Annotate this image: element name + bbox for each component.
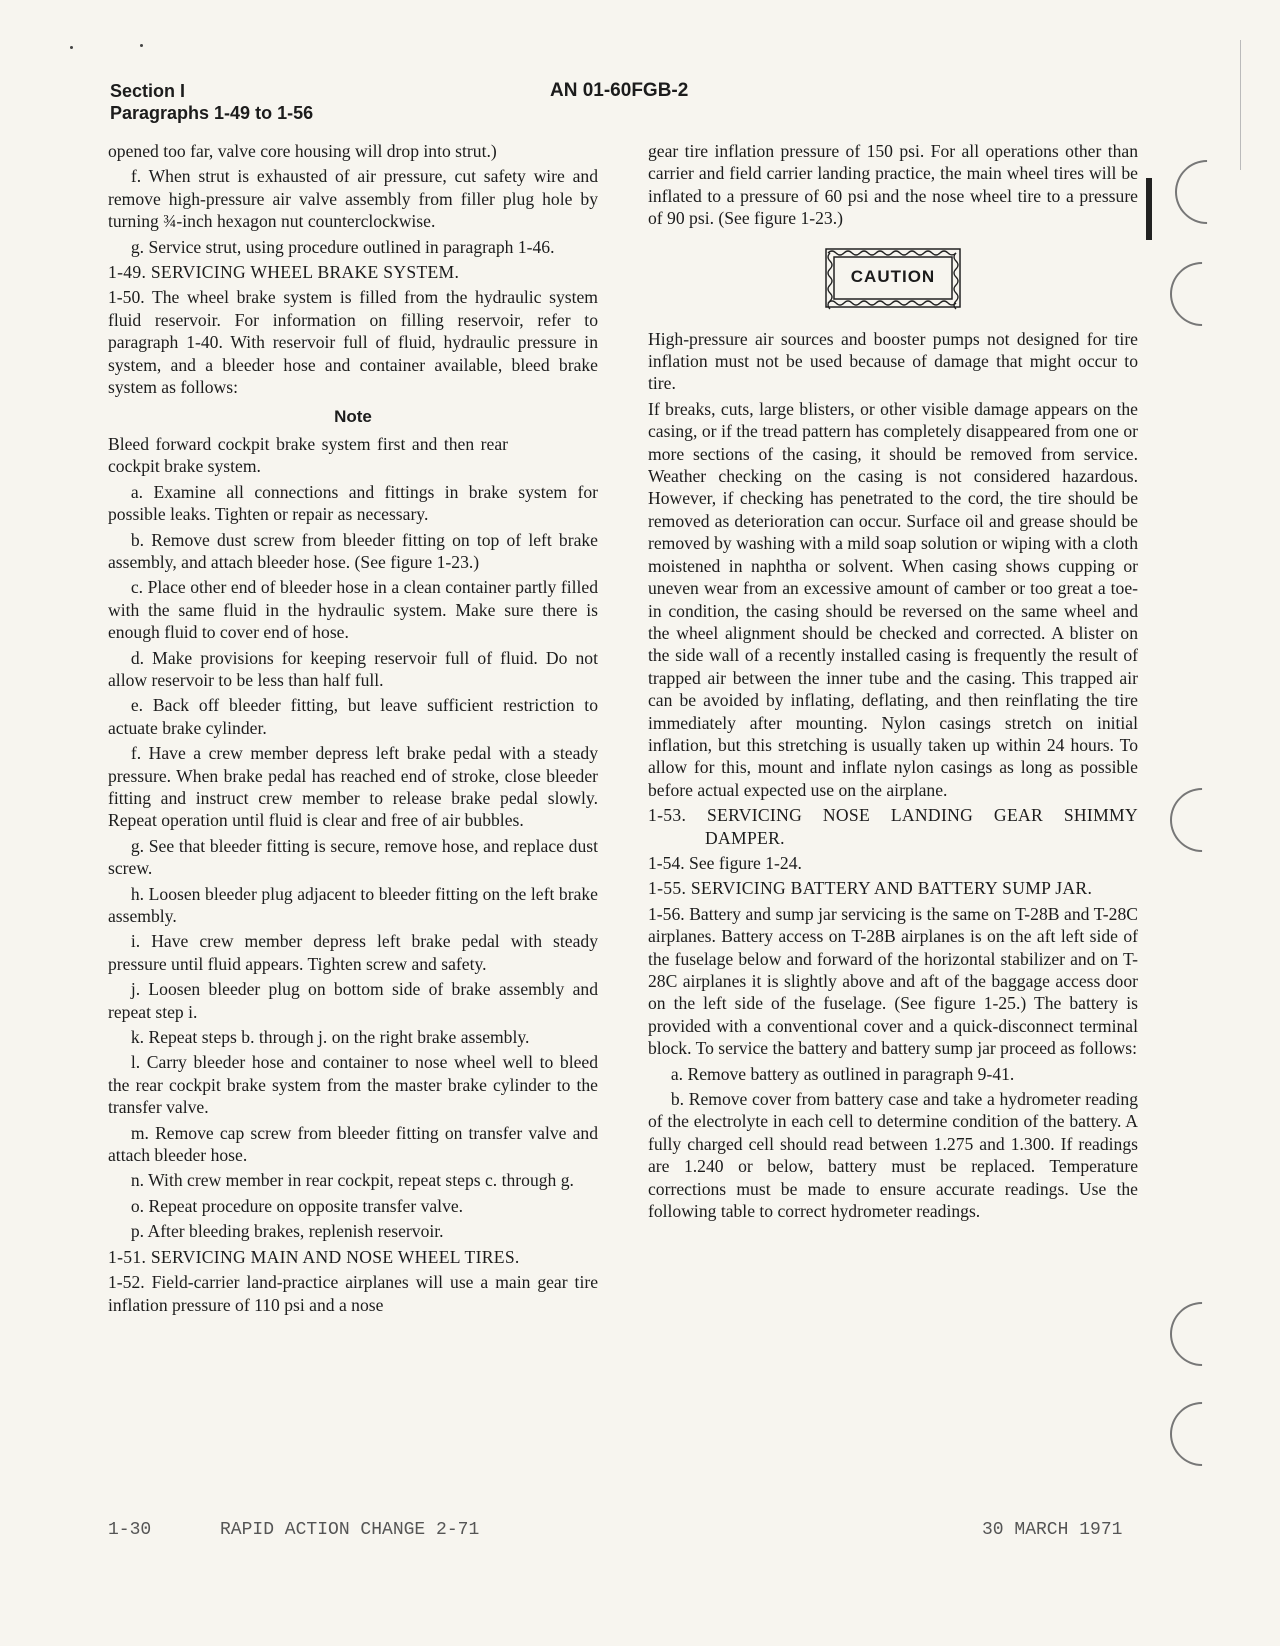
brake-step: e. Back off bleeder fitting, but leave sufficient restriction to actuate brake cylinder. [108, 695, 598, 738]
step-g-strut: g. Service strut, using procedure outlined in paragraph 1-46. [130, 236, 555, 257]
left-column [108, 140, 598, 1319]
paragraph-tire-damage: If breaks, cuts, large blisters, or other visible damage appears on the casing, or if the tread pattern has completely disappeared from one or more sections of the casing, it should be removed from service. Weather checking on the casing is not considered hazardous. However, if checking has penetrated to the cord, the tire should be removed as deterioration can occur. Surface oil and grease should be removed by washing with a mild soap solution or wiping with a cloth moistened in naphtha or solvent. When casing shows cupping or uneven wear from an excessive amount of camber or too great a toe-in condition, the casing should be reversed on the same wheel and the wheel alignment should be checked and corrected. A blister on the side wall of a recently installed casing is frequently the result of trapped air between the inner tube and the casing. This trapped air can be avoided by inflating, deflating, and then reinflating the tire immediately after mounting. Nylon casings stretch on initial inflation, but this stretching is usually taken up within 24 hours. To allow for this, mount and inflate nylon casings as long as possible before actual expected use on the airplane. [648, 398, 1138, 800]
brake-step: n. With crew member in rear cockpit, repeat steps c. through g. [130, 1170, 574, 1191]
brake-step: f. Have a crew member depress left brake pedal with a steady pressure. When brake pedal has reached end of stroke, close bleeder fitting and instruct crew member to release brake pedal slowly. Repeat operation until fluid is clear and free of air bubbles. [108, 743, 598, 831]
brake-step: i. Have crew member depress left brake pedal with steady pressure until fluid appears. Tighten screw and safety. [108, 931, 598, 974]
battery-step-a: a. Remove battery as outlined in paragraph 9-41. [670, 1063, 1015, 1084]
heading-1-51: 1-51. SERVICING MAIN AND NOSE WHEEL TIRES. [108, 1246, 520, 1267]
paragraph-text: opened too far, valve core housing will drop into strut.) [108, 141, 497, 161]
note-body: Bleed forward cockpit brake system first and then rear cockpit brake system. [108, 433, 508, 477]
document-number: AN 01-60FGB-2 [550, 80, 689, 101]
brake-step: o. Repeat procedure on opposite transfer valve. [130, 1195, 464, 1216]
brake-step: m. Remove cap screw from bleeder fitting on transfer valve and attach bleeder hose. [108, 1122, 598, 1166]
brake-step: c. Place other end of bleeder hose in a clean container partly filled with the same fluid in the hydraulic system. Make sure there is enough fluid to cover end of hose. [108, 577, 598, 643]
paragraph-1-56: 1-56. Battery and sump jar servicing is the same on T-28B and T-28C airplanes. Battery access on T-28B airplanes is on the aft left side of the fuselage below and forward of the horizontal stabilizer and on T-28C airplanes it is slightly above and aft of the baggage access door on the left side of the fuselage. (See figure 1-25.) The battery is provided with a conventional cover and a quick-disconnect terminal block. To service the battery and battery sump jar proceed as follows: [648, 903, 1138, 1059]
binder-hole-icon [1157, 249, 1248, 340]
paragraph-range: Paragraphs 1-49 to 1-56 [110, 103, 314, 123]
section-header [110, 80, 313, 124]
brake-step: l. Carry bleeder hose and container to nose wheel well to bleed the rear cockpit brake system from the master brake cylinder to the transfer valve. [108, 1052, 598, 1118]
change-notice: RAPID ACTION CHANGE 2-71 [220, 1520, 480, 1540]
brake-step: j. Loosen bleeder plug on bottom side of brake assembly and repeat step i. [108, 979, 598, 1022]
paragraph-1-54: 1-54. See figure 1-24. [648, 852, 802, 873]
heading-1-55: 1-55. SERVICING BATTERY AND BATTERY SUMP JAR. [648, 878, 1093, 899]
note-title: Note [334, 407, 372, 427]
caution-frame [823, 246, 963, 310]
brake-step: a. Examine all connections and fittings in brake system for possible leaks. Tighten or repair as necessary. [108, 481, 598, 525]
step-f-strut: f. When strut is exhausted of air pressure, cut safety wire and remove high-pressure air valve assembly from filler plug hole by turning ¾-inch hexagon nut counterclockwise. [108, 166, 598, 232]
brake-step: p. After bleeding brakes, replenish reservoir. [130, 1221, 444, 1242]
caution-text: High-pressure air sources and booster pumps not designed for tire inflation must not be used because of damage that might occur to tire. [648, 328, 1138, 394]
brake-step: h. Loosen bleeder plug adjacent to bleeder fitting on the left brake assembly. [108, 883, 598, 926]
caution-block [648, 246, 1138, 310]
change-bar [1146, 178, 1152, 240]
brake-step: k. Repeat steps b. through j. on the right brake assembly. [130, 1027, 530, 1048]
binder-hole-icon [1157, 775, 1248, 866]
scan-speck [140, 44, 143, 47]
brake-step: d. Make provisions for keeping reservoir full of fluid. Do not allow reservoir to be less than half full. [108, 647, 598, 690]
binder-hole-icon [1162, 147, 1253, 238]
binding-edge-line [1240, 40, 1241, 170]
heading-1-53: 1-53. SERVICING NOSE LANDING GEAR SHIMMY DAMPER. [648, 805, 1138, 848]
right-column [648, 140, 1138, 1225]
paragraph-1-50: 1-50. The wheel brake system is filled from the hydraulic system fluid reservoir. For information on filling reservoir, refer to paragraph 1-40. With reservoir full of fluid, hydraulic pressure in system, and a bleeder hose and container available, bleed brake system as follows: [108, 287, 598, 398]
paragraph-1-52: 1-52. Field-carrier land-practice airplanes will use a main gear tire inflation pressure of 110 psi and a nose [108, 1272, 598, 1315]
battery-step-b: b. Remove cover from battery case and take a hydrometer reading of the electrolyte in each cell to determine condition of the battery. A fully charged cell should read between 1.275 and 1.300. If readings are 1.240 or below, battery must be replaced. Temperature corrections must be made to ensure accurate readings. Use the following table to correct hydrometer readings. [648, 1089, 1138, 1222]
change-date: 30 MARCH 1971 [982, 1520, 1123, 1540]
binder-hole-icon [1157, 1289, 1248, 1380]
heading-1-49: 1-49. SERVICING WHEEL BRAKE SYSTEM. [108, 262, 460, 283]
binder-hole-icon [1157, 1389, 1248, 1480]
caution-label: CAUTION [850, 267, 936, 287]
scan-speck [70, 46, 73, 49]
paragraph-1-52-continued: gear tire inflation pressure of 150 psi. For all operations other than carrier and field carrier landing practice, the main wheel tires will be inflated to a pressure of 60 psi and the nose wheel tire to a pressure of 90 psi. (See figure 1-23.) [648, 141, 1138, 229]
brake-step: b. Remove dust screw from bleeder fitting on top of left brake assembly, and attach bleeder hose. (See figure 1-23.) [108, 529, 598, 572]
brake-step: g. See that bleeder fitting is secure, remove hose, and replace dust screw. [108, 835, 598, 879]
page-number: 1-30 [108, 1520, 152, 1540]
section-label: Section I [110, 81, 186, 101]
